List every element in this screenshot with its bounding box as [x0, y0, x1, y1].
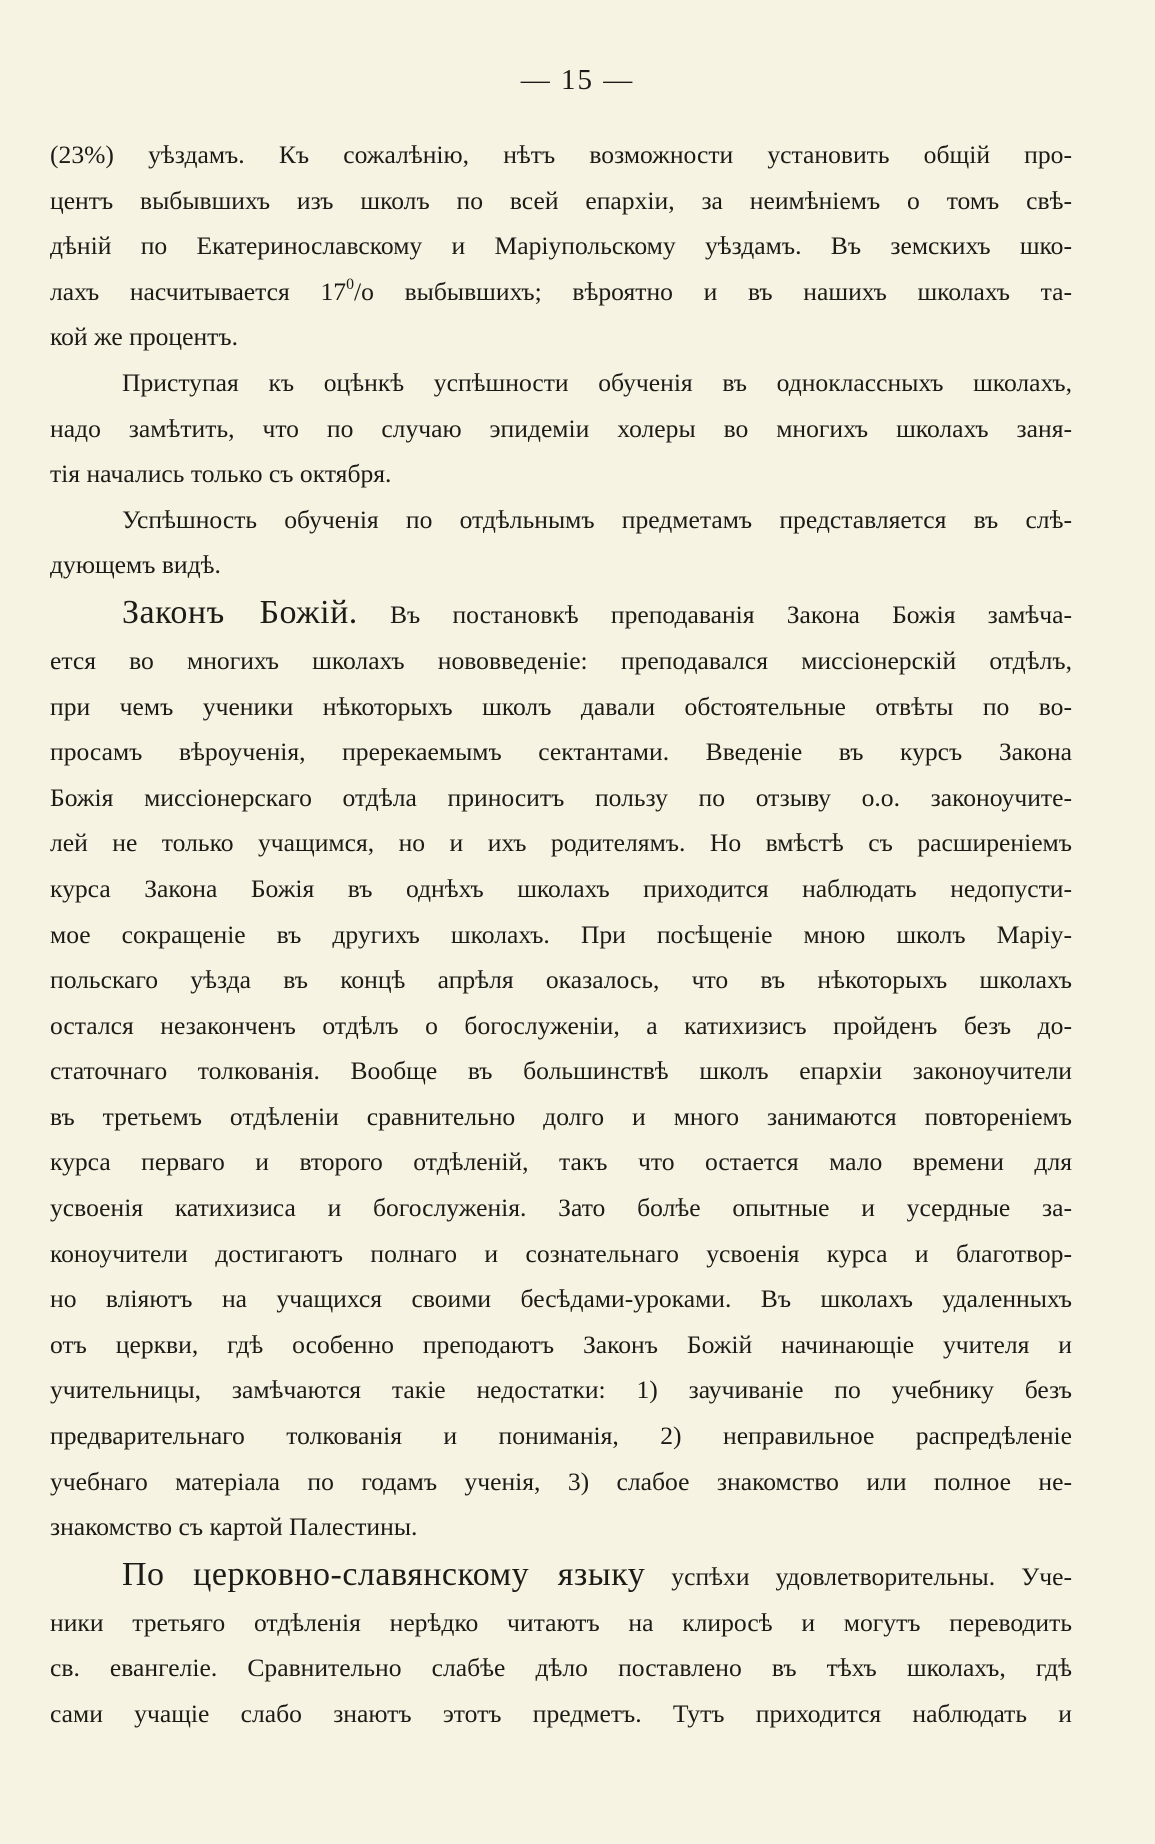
text-line: отъ церкви, гдѣ особенно преподаютъ Законъ Божій начинающіе учителя и — [50, 1329, 1072, 1359]
text-line: но вліяютъ на учащихся своими бесѣдами-уроками. Въ школахъ удаленныхъ — [50, 1284, 1072, 1314]
text-segment: /o — [354, 276, 374, 306]
text-line: кой же процентъ. — [50, 322, 238, 352]
superscript: 0 — [346, 275, 354, 293]
text-segment: успѣхи удовлетворительны. Уче- — [671, 1561, 1072, 1591]
text-line: тія начались только съ октября. — [50, 459, 392, 489]
text-line: ники третьяго отдѣленія нерѣдко читаютъ на клиросѣ и могутъ переводить — [50, 1607, 1072, 1637]
paragraph-start — [50, 1550, 1072, 1600]
text-line: мое сокращеніе въ другихъ школахъ. При посѣщеніе мною школъ Маріу- — [50, 919, 1072, 949]
text-line: св. евангеліе. Сравнительно слабѣе дѣло поставлено въ тѣхъ школахъ, гдѣ — [50, 1653, 1072, 1683]
section-heading-law-of-god: Законъ Божій. — [122, 593, 358, 631]
text-line: коноучители достигаютъ полнаго и сознательнаго усвоенія курса и благотвор- — [50, 1238, 1072, 1268]
text-line: предварительнаго толкованія и пониманія, 2) неправильное распредѣленіе — [50, 1421, 1072, 1451]
paragraph-start — [50, 588, 1072, 638]
text-line: усвоенія катихизиса и богослуженія. Зато болѣе опытные и усердные за- — [50, 1193, 1072, 1223]
text-line: надо замѣтить, что по случаю эпидеміи холеры во многихъ школахъ заня- — [50, 413, 1072, 443]
text-line: дѣній по Екатеринославскому и Маріупольскому уѣздамъ. Въ земскихъ шко- — [50, 231, 1072, 261]
text-line — [50, 269, 1072, 315]
text-line: Божія миссіонерскаго отдѣла приноситъ пользу по отзыву о.о. законоучите- — [50, 782, 1072, 812]
text-line: (23%) уѣздамъ. Къ сожалѣнію, нѣтъ возможности установить общій про- — [50, 140, 1072, 169]
text-line: знакомство съ картой Палестины. — [50, 1512, 418, 1542]
text-line: при чемъ ученики нѣкоторыхъ школъ давали обстоятельные отвѣты по во- — [50, 691, 1072, 721]
text-line: статочнаго толкованія. Вообще въ большинствѣ школъ епархіи законоучители — [50, 1056, 1072, 1086]
text-line: курса Закона Божія въ однѣхъ школахъ приходится наблюдать недопусти- — [50, 873, 1072, 903]
text-segment: лахъ насчитывается 17 — [50, 276, 347, 306]
section-heading-church-slavonic: По церковно-славянскому языку — [122, 1555, 646, 1593]
paragraph-start: Успѣшность обученія по отдѣльнымъ предметамъ представляется въ слѣ- — [122, 504, 1072, 534]
text-line: учительницы, замѣчаются такіе недостатки: 1) заучиваніе по учебнику безъ — [50, 1375, 1072, 1405]
text-line: центъ выбывшихъ изъ школъ по всей епархіи, за неимѣніемъ о томъ свѣ- — [50, 185, 1072, 215]
text-line: сами учащіе слабо знаютъ этотъ предметъ. Тутъ приходится наблюдать и — [50, 1699, 1072, 1728]
text-segment: выбывшихъ; вѣроятно и въ нашихъ школахъ та- — [404, 276, 1072, 306]
text-line: остался незаконченъ отдѣлъ о богослуженіи, а катихизисъ пройденъ безъ до- — [50, 1010, 1072, 1040]
paragraph-start: Приступая къ оцѣнкѣ успѣшности обученія въ одноклассныхъ школахъ, — [122, 367, 1072, 397]
text-segment: Въ постановкѣ преподаванія Закона Божія замѣча- — [389, 599, 1072, 629]
text-line: польскаго уѣзда въ концѣ апрѣля оказалось, что въ нѣкоторыхъ школахъ — [50, 965, 1072, 995]
page-number: — 15 — — [520, 64, 635, 96]
text-line: просамъ вѣроученія, пререкаемымъ сектантами. Введеніе въ курсъ Закона — [50, 737, 1072, 767]
text-line: курса перваго и второго отдѣленій, такъ что остается мало времени для — [50, 1147, 1072, 1177]
text-line: учебнаго матеріала по годамъ ученія, 3) слабое знакомство или полное не- — [50, 1466, 1072, 1496]
text-line: ется во многихъ школахъ нововведеніе: преподавался миссіонерскій отдѣлъ, — [50, 645, 1072, 675]
text-line: дующемъ видѣ. — [50, 550, 221, 580]
text-line: въ третьемъ отдѣленіи сравнительно долго и много занимаются повтореніемъ — [50, 1101, 1072, 1131]
body-text — [50, 132, 1072, 1737]
text-line: лей не только учащимся, но и ихъ родителямъ. Но вмѣстѣ съ расширеніемъ — [50, 828, 1072, 858]
